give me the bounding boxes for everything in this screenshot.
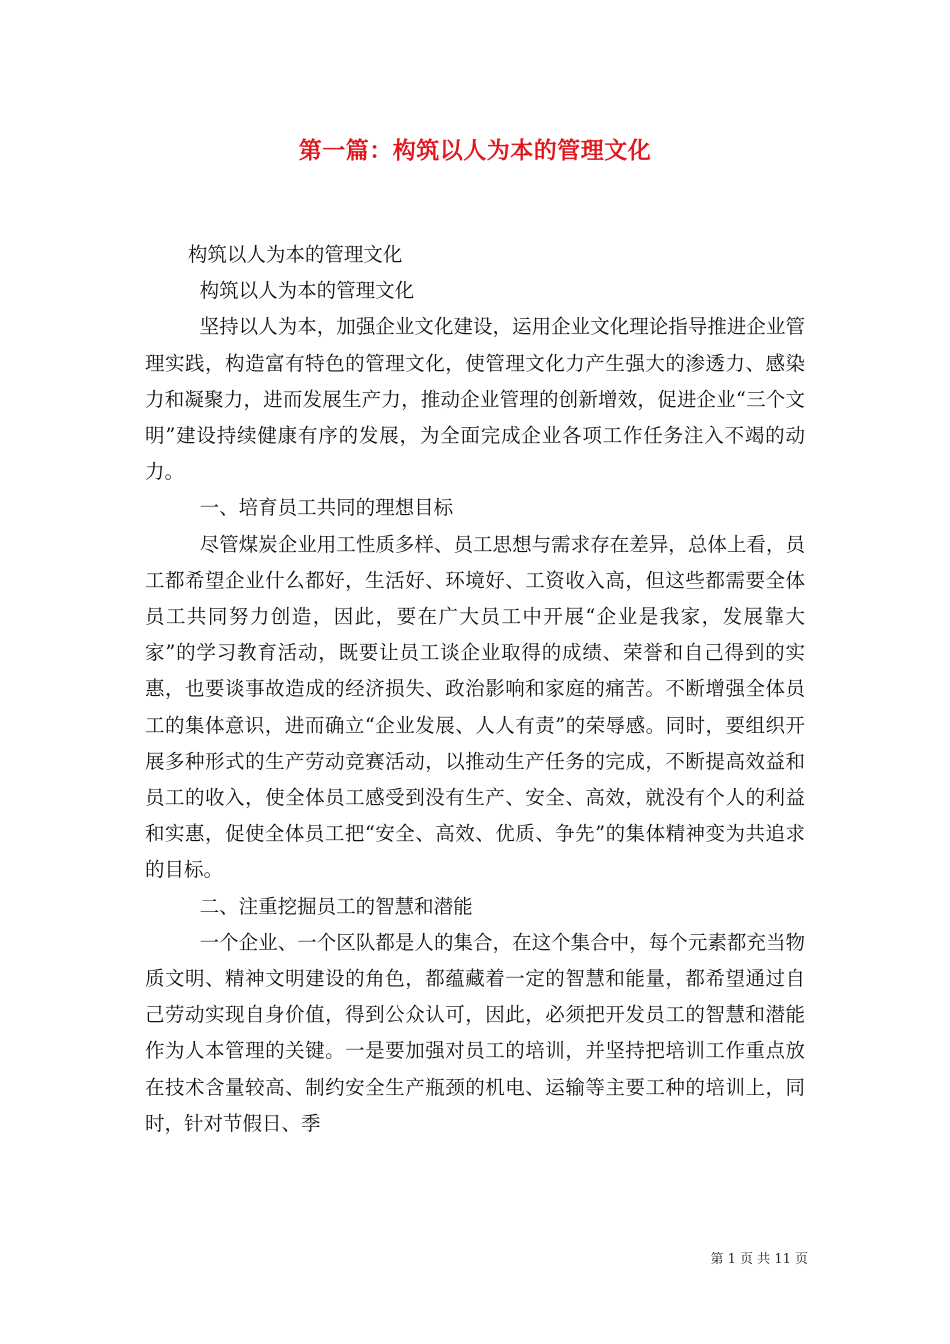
paragraph-section-2: 一个企业、一个区队都是人的集合，在这个集合中，每个元素都充当物质文明、精神文明建设的角色，都蕴藏着一定的智慧和能量，都希望通过自己劳动实现自身价值，得到公众认可，因此，必须把开发员工的智慧和潜能作为人本管理的关键。一是要加强对员工的培训，并坚持把培训工作重点放在技术含量较高、制约安全生产瓶颈的机电、运输等主要工种的培训上，同时，针对节假日、季 [145,930,805,1135]
paragraph-section-1: 尽管煤炭企业用工性质多样、员工思想与需求存在差异，总体上看，员工都希望企业什么都好，生活好、环境好、工资收入高，但这些都需要全体员工共同努力创造，因此，要在广大员工中开展“企业是我家，发展靠大家”的学习教育活动，既要让员工谈企业取得的成绩、荣誉和自己得到的实惠，也要谈事故造成的经济损失、政治影响和家庭的痛苦。不断增强全体员工的集体意识，进而确立“企业发展、人人有责”的荣辱感。同时，要组织开展多种形式的生产劳动竞赛活动，以推动生产任务的完成，不断提高效益和员工的收入，使全体员工感受到没有生产、安全、高效，就没有个人的利益和实惠，促使全体员工把“安全、高效、优质、争先”的集体精神变为共追求的目标。 [145,532,805,882]
section-heading-2: 二、注重挖掘员工的智慧和潜能 [199,894,473,918]
subtitle-line-1: 构筑以人为本的管理文化 [187,243,403,266]
paragraph-intro: 坚持以人为本，加强企业文化建设，运用企业文化理论指导推进企业管理实践，构造富有特色的管理文化，使管理文化力产生强大的渗透力、感染力和凝聚力，进而发展生产力，推动企业管理的创新增效，促进企业“三个文明”建设持续健康有序的发展，为全面完成企业各项工作任务注入不竭的动力。 [145,315,805,484]
page-number-footer: 第 1 页 共 11 页 [710,1252,808,1267]
section-heading-1: 一、培育员工共同的理想目标 [199,496,454,520]
document-title: 第一篇：构筑以人为本的管理文化 [298,137,652,164]
subtitle-line-2: 构筑以人为本的管理文化 [199,279,415,303]
document-body [145,237,805,1142]
